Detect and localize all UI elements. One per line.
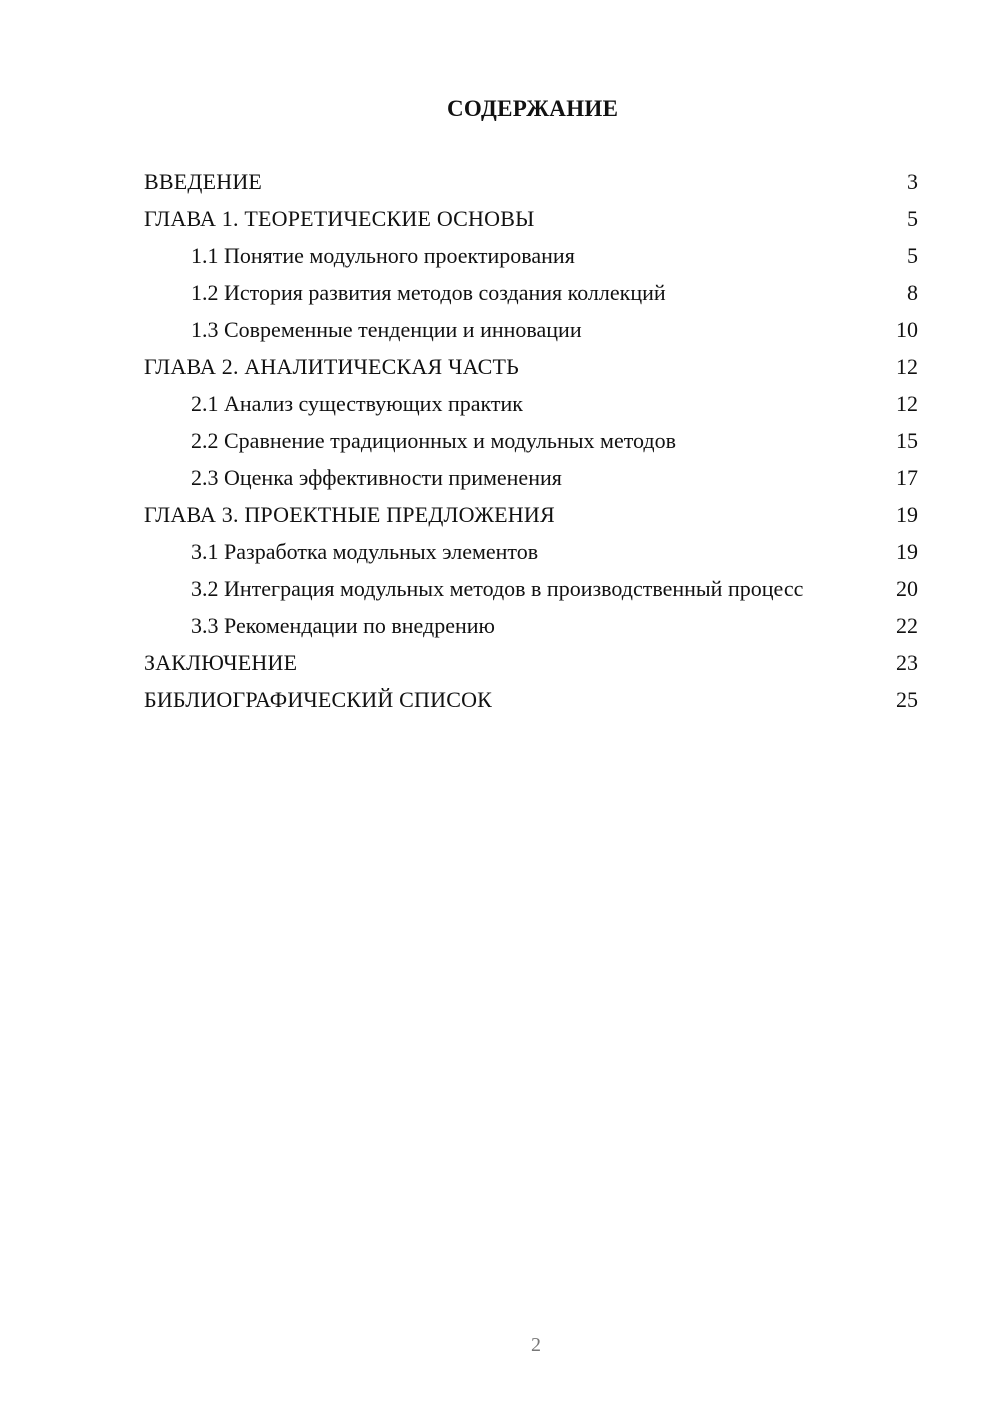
toc-chapter-entry[interactable] xyxy=(144,649,918,676)
page-number: 2 xyxy=(531,1334,541,1356)
toc-entry-title: ВВЕДЕНИЕ xyxy=(144,169,263,194)
toc-section-entry[interactable] xyxy=(144,390,918,417)
toc-entry-title: 2.1 Анализ существующих практик xyxy=(191,391,523,416)
toc-entry-page-number: 22 xyxy=(896,613,918,638)
toc-section-entry[interactable] xyxy=(144,427,918,454)
toc-entry-page-number: 12 xyxy=(896,391,918,416)
toc-entry-page-number: 10 xyxy=(896,317,918,342)
toc-entry-page-number: 12 xyxy=(896,354,918,379)
toc-chapter-entry[interactable] xyxy=(144,353,918,380)
toc-entry-page-number: 23 xyxy=(896,650,918,675)
page-title xyxy=(0,96,1000,122)
toc-entry-page-number: 8 xyxy=(907,280,918,305)
toc-entry-page-number: 3 xyxy=(907,169,918,194)
toc-entry-page-number: 19 xyxy=(896,539,918,564)
table-of-contents xyxy=(144,168,918,723)
toc-entry-page-number: 19 xyxy=(896,502,918,527)
toc-entry-title: ЗАКЛЮЧЕНИЕ xyxy=(144,650,298,675)
toc-entry-title: 3.3 Рекомендации по внедрению xyxy=(191,613,495,638)
toc-entry-page-number: 17 xyxy=(896,465,918,490)
toc-chapter-entry[interactable] xyxy=(144,205,918,232)
toc-entry-title: 1.3 Современные тенденции и инновации xyxy=(191,317,582,342)
toc-entry-page-number: 25 xyxy=(896,687,918,712)
toc-entry-title: 2.3 Оценка эффективности применения xyxy=(191,465,562,490)
toc-entry-title: ГЛАВА 1. ТЕОРЕТИЧЕСКИЕ ОСНОВЫ xyxy=(144,206,535,231)
toc-section-entry[interactable] xyxy=(144,612,918,639)
toc-entry-title: ГЛАВА 2. АНАЛИТИЧЕСКАЯ ЧАСТЬ xyxy=(144,354,519,379)
toc-section-entry[interactable] xyxy=(144,242,918,269)
toc-section-entry[interactable] xyxy=(144,279,918,306)
toc-chapter-entry[interactable] xyxy=(144,686,918,713)
toc-entry-page-number: 5 xyxy=(907,243,918,268)
toc-entry-title: 3.2 Интеграция модульных методов в производственный процесс xyxy=(191,576,804,601)
page-title-text: СОДЕРЖАНИЕ xyxy=(447,96,619,121)
toc-entry-page-number: 20 xyxy=(896,576,918,601)
toc-entry-title: 3.1 Разработка модульных элементов xyxy=(191,539,539,564)
toc-entry-page-number: 15 xyxy=(896,428,918,453)
toc-entry-title: 2.2 Сравнение традиционных и модульных методов xyxy=(191,428,676,453)
toc-entry-title: ГЛАВА 3. ПРОЕКТНЫЕ ПРЕДЛОЖЕНИЯ xyxy=(144,502,555,527)
toc-section-entry[interactable] xyxy=(144,538,918,565)
toc-entry-title: 1.2 История развития методов создания коллекций xyxy=(191,280,666,305)
toc-section-entry[interactable] xyxy=(144,575,918,602)
toc-entry-title: БИБЛИОГРАФИЧЕСКИЙ СПИСОК xyxy=(144,687,493,712)
toc-entry-title: 1.1 Понятие модульного проектирования xyxy=(191,243,575,268)
toc-section-entry[interactable] xyxy=(144,464,918,491)
toc-chapter-entry[interactable] xyxy=(144,168,918,195)
toc-entry-page-number: 5 xyxy=(907,206,918,231)
toc-chapter-entry[interactable] xyxy=(144,501,918,528)
toc-section-entry[interactable] xyxy=(144,316,918,343)
